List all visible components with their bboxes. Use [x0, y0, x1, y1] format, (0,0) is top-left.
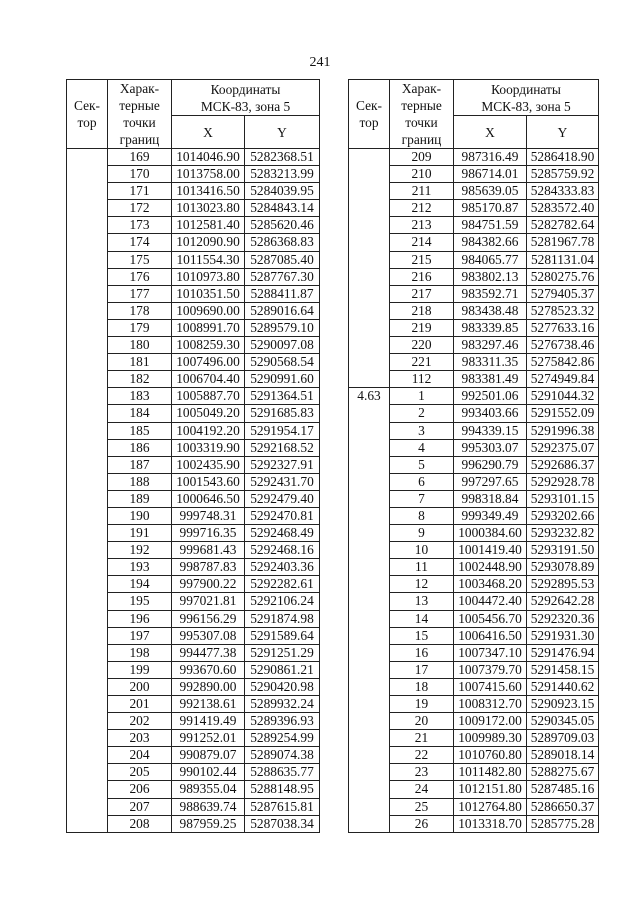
x-coordinate: 983311.35 — [454, 354, 527, 371]
point-number: 186 — [108, 439, 172, 456]
point-number: 191 — [108, 525, 172, 542]
y-coordinate: 5290420.98 — [245, 678, 320, 695]
point-number: 175 — [108, 251, 172, 268]
point-number: 203 — [108, 730, 172, 747]
x-coordinate: 999748.31 — [172, 507, 245, 524]
x-coordinate: 996156.29 — [172, 610, 245, 627]
y-coordinate: 5291552.09 — [527, 405, 599, 422]
x-coordinate: 983802.13 — [454, 268, 527, 285]
point-number: 212 — [390, 200, 454, 217]
y-header: Y — [527, 116, 599, 149]
x-coordinate: 1007496.00 — [172, 354, 245, 371]
x-coordinate: 987959.25 — [172, 815, 245, 832]
x-coordinate: 1000646.50 — [172, 490, 245, 507]
x-coordinate: 1012764.80 — [454, 798, 527, 815]
y-coordinate: 5281131.04 — [527, 251, 599, 268]
point-number: 194 — [108, 576, 172, 593]
x-coordinate: 1008259.30 — [172, 337, 245, 354]
x-coordinate: 1013318.70 — [454, 815, 527, 832]
x-coordinate: 1014046.90 — [172, 149, 245, 166]
sector-cell — [349, 149, 390, 388]
table-row — [349, 149, 599, 166]
sector-cell — [67, 149, 108, 833]
point-number: 198 — [108, 644, 172, 661]
y-coordinate: 5291364.51 — [245, 388, 320, 405]
y-coordinate: 5292686.37 — [527, 456, 599, 473]
x-coordinate: 1010973.80 — [172, 268, 245, 285]
y-coordinate: 5286368.83 — [245, 234, 320, 251]
x-coordinate: 993670.60 — [172, 661, 245, 678]
x-coordinate: 983592.71 — [454, 285, 527, 302]
point-number: 200 — [108, 678, 172, 695]
y-coordinate: 5293078.89 — [527, 559, 599, 576]
x-coordinate: 1011482.80 — [454, 764, 527, 781]
y-coordinate: 5290097.08 — [245, 337, 320, 354]
x-coordinate: 998318.84 — [454, 490, 527, 507]
point-number: 215 — [390, 251, 454, 268]
point-number: 220 — [390, 337, 454, 354]
x-coordinate: 994339.15 — [454, 422, 527, 439]
point-number: 221 — [390, 354, 454, 371]
x-coordinate: 997297.65 — [454, 473, 527, 490]
x-coordinate: 984382.66 — [454, 234, 527, 251]
x-coordinate: 1003468.20 — [454, 576, 527, 593]
x-coordinate: 1013023.80 — [172, 200, 245, 217]
point-number: 204 — [108, 747, 172, 764]
x-coordinate: 999349.49 — [454, 507, 527, 524]
y-coordinate: 5274949.84 — [527, 371, 599, 388]
x-coordinate: 985639.05 — [454, 183, 527, 200]
x-coordinate: 999681.43 — [172, 542, 245, 559]
y-coordinate: 5291251.29 — [245, 644, 320, 661]
x-coordinate: 984751.59 — [454, 217, 527, 234]
point-number: 4 — [390, 439, 454, 456]
point-number: 5 — [390, 456, 454, 473]
x-coordinate: 1005049.20 — [172, 405, 245, 422]
x-coordinate: 1002448.90 — [454, 559, 527, 576]
y-coordinate: 5286418.90 — [527, 149, 599, 166]
x-coordinate: 1004192.20 — [172, 422, 245, 439]
y-coordinate: 5280275.76 — [527, 268, 599, 285]
y-coordinate: 5290991.60 — [245, 371, 320, 388]
characteristic-points-header: Харак- терные точки границ — [390, 80, 454, 149]
x-coordinate: 1012151.80 — [454, 781, 527, 798]
point-number: 112 — [390, 371, 454, 388]
x-coordinate: 1008991.70 — [172, 319, 245, 336]
point-number: 182 — [108, 371, 172, 388]
point-number: 174 — [108, 234, 172, 251]
y-coordinate: 5291440.62 — [527, 678, 599, 695]
y-coordinate: 5292431.70 — [245, 473, 320, 490]
y-coordinate: 5289579.10 — [245, 319, 320, 336]
x-coordinate: 1006704.40 — [172, 371, 245, 388]
point-number: 219 — [390, 319, 454, 336]
point-number: 213 — [390, 217, 454, 234]
y-coordinate: 5293232.82 — [527, 525, 599, 542]
x-coordinate: 1005887.70 — [172, 388, 245, 405]
point-number: 209 — [390, 149, 454, 166]
y-coordinate: 5287085.40 — [245, 251, 320, 268]
y-coordinate: 5278523.32 — [527, 302, 599, 319]
point-number: 23 — [390, 764, 454, 781]
point-number: 210 — [390, 166, 454, 183]
y-coordinate: 5292928.78 — [527, 473, 599, 490]
point-number: 193 — [108, 559, 172, 576]
y-coordinate: 5288411.87 — [245, 285, 320, 302]
point-number: 178 — [108, 302, 172, 319]
x-coordinate: 1010351.50 — [172, 285, 245, 302]
y-coordinate: 5284039.95 — [245, 183, 320, 200]
x-coordinate: 1003319.90 — [172, 439, 245, 456]
x-coordinate: 983339.85 — [454, 319, 527, 336]
point-number: 185 — [108, 422, 172, 439]
point-number: 171 — [108, 183, 172, 200]
y-coordinate: 5292468.16 — [245, 542, 320, 559]
x-coordinate: 987316.49 — [454, 149, 527, 166]
x-coordinate: 1012581.40 — [172, 217, 245, 234]
point-number: 172 — [108, 200, 172, 217]
y-coordinate: 5289074.38 — [245, 747, 320, 764]
table-row — [349, 388, 599, 405]
x-coordinate: 1008312.70 — [454, 696, 527, 713]
x-coordinate: 997900.22 — [172, 576, 245, 593]
x-coordinate: 993403.66 — [454, 405, 527, 422]
x-coordinate: 992501.06 — [454, 388, 527, 405]
x-coordinate: 1013758.00 — [172, 166, 245, 183]
point-number: 7 — [390, 490, 454, 507]
point-number: 25 — [390, 798, 454, 815]
x-coordinate: 998787.83 — [172, 559, 245, 576]
coordinates-table-left — [66, 79, 320, 833]
x-coordinate: 1007415.60 — [454, 678, 527, 695]
point-number: 202 — [108, 713, 172, 730]
y-coordinate: 5285620.46 — [245, 217, 320, 234]
point-number: 192 — [108, 542, 172, 559]
y-coordinate: 5282368.51 — [245, 149, 320, 166]
point-number: 26 — [390, 815, 454, 832]
y-coordinate: 5291458.15 — [527, 661, 599, 678]
point-number: 15 — [390, 627, 454, 644]
y-coordinate: 5289254.99 — [245, 730, 320, 747]
x-coordinate: 1000384.60 — [454, 525, 527, 542]
point-number: 16 — [390, 644, 454, 661]
y-coordinate: 5291874.98 — [245, 610, 320, 627]
point-number: 24 — [390, 781, 454, 798]
y-coordinate: 5288275.67 — [527, 764, 599, 781]
x-coordinate: 1002435.90 — [172, 456, 245, 473]
y-coordinate: 5289396.93 — [245, 713, 320, 730]
table-row — [67, 149, 320, 166]
y-coordinate: 5291685.83 — [245, 405, 320, 422]
x-coordinate: 1011554.30 — [172, 251, 245, 268]
x-coordinate: 1005456.70 — [454, 610, 527, 627]
x-coordinate: 991419.49 — [172, 713, 245, 730]
point-number: 205 — [108, 764, 172, 781]
point-number: 12 — [390, 576, 454, 593]
y-coordinate: 5291044.32 — [527, 388, 599, 405]
x-coordinate: 989355.04 — [172, 781, 245, 798]
y-coordinate: 5275842.86 — [527, 354, 599, 371]
point-number: 173 — [108, 217, 172, 234]
point-number: 180 — [108, 337, 172, 354]
y-header: Y — [245, 116, 320, 149]
point-number: 208 — [108, 815, 172, 832]
y-coordinate: 5287615.81 — [245, 798, 320, 815]
x-coordinate: 1007347.10 — [454, 644, 527, 661]
point-number: 18 — [390, 678, 454, 695]
y-coordinate: 5292282.61 — [245, 576, 320, 593]
y-coordinate: 5290923.15 — [527, 696, 599, 713]
point-number: 1 — [390, 388, 454, 405]
point-number: 184 — [108, 405, 172, 422]
x-coordinate: 995307.08 — [172, 627, 245, 644]
y-coordinate: 5289932.24 — [245, 696, 320, 713]
point-number: 10 — [390, 542, 454, 559]
y-coordinate: 5292479.40 — [245, 490, 320, 507]
point-number: 211 — [390, 183, 454, 200]
y-coordinate: 5292895.53 — [527, 576, 599, 593]
y-coordinate: 5283213.99 — [245, 166, 320, 183]
point-number: 196 — [108, 610, 172, 627]
y-coordinate: 5290568.54 — [245, 354, 320, 371]
point-number: 188 — [108, 473, 172, 490]
point-number: 187 — [108, 456, 172, 473]
y-coordinate: 5285775.28 — [527, 815, 599, 832]
point-number: 6 — [390, 473, 454, 490]
point-number: 197 — [108, 627, 172, 644]
point-number: 17 — [390, 661, 454, 678]
x-coordinate: 995303.07 — [454, 439, 527, 456]
y-coordinate: 5292168.52 — [245, 439, 320, 456]
coordinates-header: Координаты МСК-83, зона 5 — [172, 80, 320, 116]
y-coordinate: 5292642.28 — [527, 593, 599, 610]
x-coordinate: 985170.87 — [454, 200, 527, 217]
y-coordinate: 5292106.24 — [245, 593, 320, 610]
y-coordinate: 5284333.83 — [527, 183, 599, 200]
x-coordinate: 996290.79 — [454, 456, 527, 473]
x-coordinate: 999716.35 — [172, 525, 245, 542]
y-coordinate: 5279405.37 — [527, 285, 599, 302]
x-coordinate: 986714.01 — [454, 166, 527, 183]
point-number: 216 — [390, 268, 454, 285]
y-coordinate: 5289016.64 — [245, 302, 320, 319]
y-coordinate: 5285759.92 — [527, 166, 599, 183]
y-coordinate: 5289709.03 — [527, 730, 599, 747]
y-coordinate: 5288148.95 — [245, 781, 320, 798]
y-coordinate: 5291996.38 — [527, 422, 599, 439]
point-number: 181 — [108, 354, 172, 371]
y-coordinate: 5291931.30 — [527, 627, 599, 644]
y-coordinate: 5289018.14 — [527, 747, 599, 764]
y-coordinate: 5293202.66 — [527, 507, 599, 524]
point-number: 20 — [390, 713, 454, 730]
coordinates-header: Координаты МСК-83, зона 5 — [454, 80, 599, 116]
point-number: 19 — [390, 696, 454, 713]
point-number: 176 — [108, 268, 172, 285]
point-number: 217 — [390, 285, 454, 302]
sector-header: Сек- тор — [67, 80, 108, 149]
y-coordinate: 5293101.15 — [527, 490, 599, 507]
point-number: 170 — [108, 166, 172, 183]
point-number: 201 — [108, 696, 172, 713]
point-number: 190 — [108, 507, 172, 524]
y-coordinate: 5292327.91 — [245, 456, 320, 473]
point-number: 14 — [390, 610, 454, 627]
y-coordinate: 5286650.37 — [527, 798, 599, 815]
x-coordinate: 990879.07 — [172, 747, 245, 764]
point-number: 195 — [108, 593, 172, 610]
y-coordinate: 5291476.94 — [527, 644, 599, 661]
y-coordinate: 5293191.50 — [527, 542, 599, 559]
x-coordinate: 1013416.50 — [172, 183, 245, 200]
x-coordinate: 983297.46 — [454, 337, 527, 354]
point-number: 207 — [108, 798, 172, 815]
x-coordinate: 992890.00 — [172, 678, 245, 695]
point-number: 9 — [390, 525, 454, 542]
y-coordinate: 5291954.17 — [245, 422, 320, 439]
point-number: 22 — [390, 747, 454, 764]
page-number: 241 — [309, 55, 331, 70]
x-coordinate: 997021.81 — [172, 593, 245, 610]
y-coordinate: 5276738.46 — [527, 337, 599, 354]
y-coordinate: 5287767.30 — [245, 268, 320, 285]
x-header: X — [172, 116, 245, 149]
x-coordinate: 1004472.40 — [454, 593, 527, 610]
x-coordinate: 984065.77 — [454, 251, 527, 268]
y-coordinate: 5290345.05 — [527, 713, 599, 730]
y-coordinate: 5283572.40 — [527, 200, 599, 217]
point-number: 199 — [108, 661, 172, 678]
coordinates-table-right — [348, 79, 599, 833]
y-coordinate: 5284843.14 — [245, 200, 320, 217]
x-coordinate: 1009172.00 — [454, 713, 527, 730]
x-coordinate: 988639.74 — [172, 798, 245, 815]
point-number: 183 — [108, 388, 172, 405]
x-coordinate: 994477.38 — [172, 644, 245, 661]
point-number: 169 — [108, 149, 172, 166]
y-coordinate: 5292375.07 — [527, 439, 599, 456]
sector-header: Сек- тор — [349, 80, 390, 149]
y-coordinate: 5287485.16 — [527, 781, 599, 798]
x-coordinate: 983438.48 — [454, 302, 527, 319]
point-number: 179 — [108, 319, 172, 336]
sector-4-63: 4.63 — [349, 388, 390, 832]
point-number: 214 — [390, 234, 454, 251]
point-number: 11 — [390, 559, 454, 576]
x-coordinate: 992138.61 — [172, 696, 245, 713]
y-coordinate: 5292470.81 — [245, 507, 320, 524]
point-number: 8 — [390, 507, 454, 524]
y-coordinate: 5288635.77 — [245, 764, 320, 781]
point-number: 2 — [390, 405, 454, 422]
x-coordinate: 1009690.00 — [172, 302, 245, 319]
x-coordinate: 990102.44 — [172, 764, 245, 781]
point-number: 177 — [108, 285, 172, 302]
x-coordinate: 1001419.40 — [454, 542, 527, 559]
x-coordinate: 983381.49 — [454, 371, 527, 388]
x-coordinate: 1006416.50 — [454, 627, 527, 644]
y-coordinate: 5291589.64 — [245, 627, 320, 644]
x-coordinate: 991252.01 — [172, 730, 245, 747]
y-coordinate: 5281967.78 — [527, 234, 599, 251]
y-coordinate: 5287038.34 — [245, 815, 320, 832]
point-number: 3 — [390, 422, 454, 439]
point-number: 189 — [108, 490, 172, 507]
point-number: 13 — [390, 593, 454, 610]
y-coordinate: 5290861.21 — [245, 661, 320, 678]
x-coordinate: 1007379.70 — [454, 661, 527, 678]
y-coordinate: 5282782.64 — [527, 217, 599, 234]
x-coordinate: 1001543.60 — [172, 473, 245, 490]
point-number: 218 — [390, 302, 454, 319]
y-coordinate: 5292320.36 — [527, 610, 599, 627]
y-coordinate: 5292468.49 — [245, 525, 320, 542]
point-number: 206 — [108, 781, 172, 798]
point-number: 21 — [390, 730, 454, 747]
x-coordinate: 1012090.90 — [172, 234, 245, 251]
y-coordinate: 5277633.16 — [527, 319, 599, 336]
y-coordinate: 5292403.36 — [245, 559, 320, 576]
x-coordinate: 1010760.80 — [454, 747, 527, 764]
x-coordinate: 1009989.30 — [454, 730, 527, 747]
x-header: X — [454, 116, 527, 149]
characteristic-points-header: Харак- терные точки границ — [108, 80, 172, 149]
